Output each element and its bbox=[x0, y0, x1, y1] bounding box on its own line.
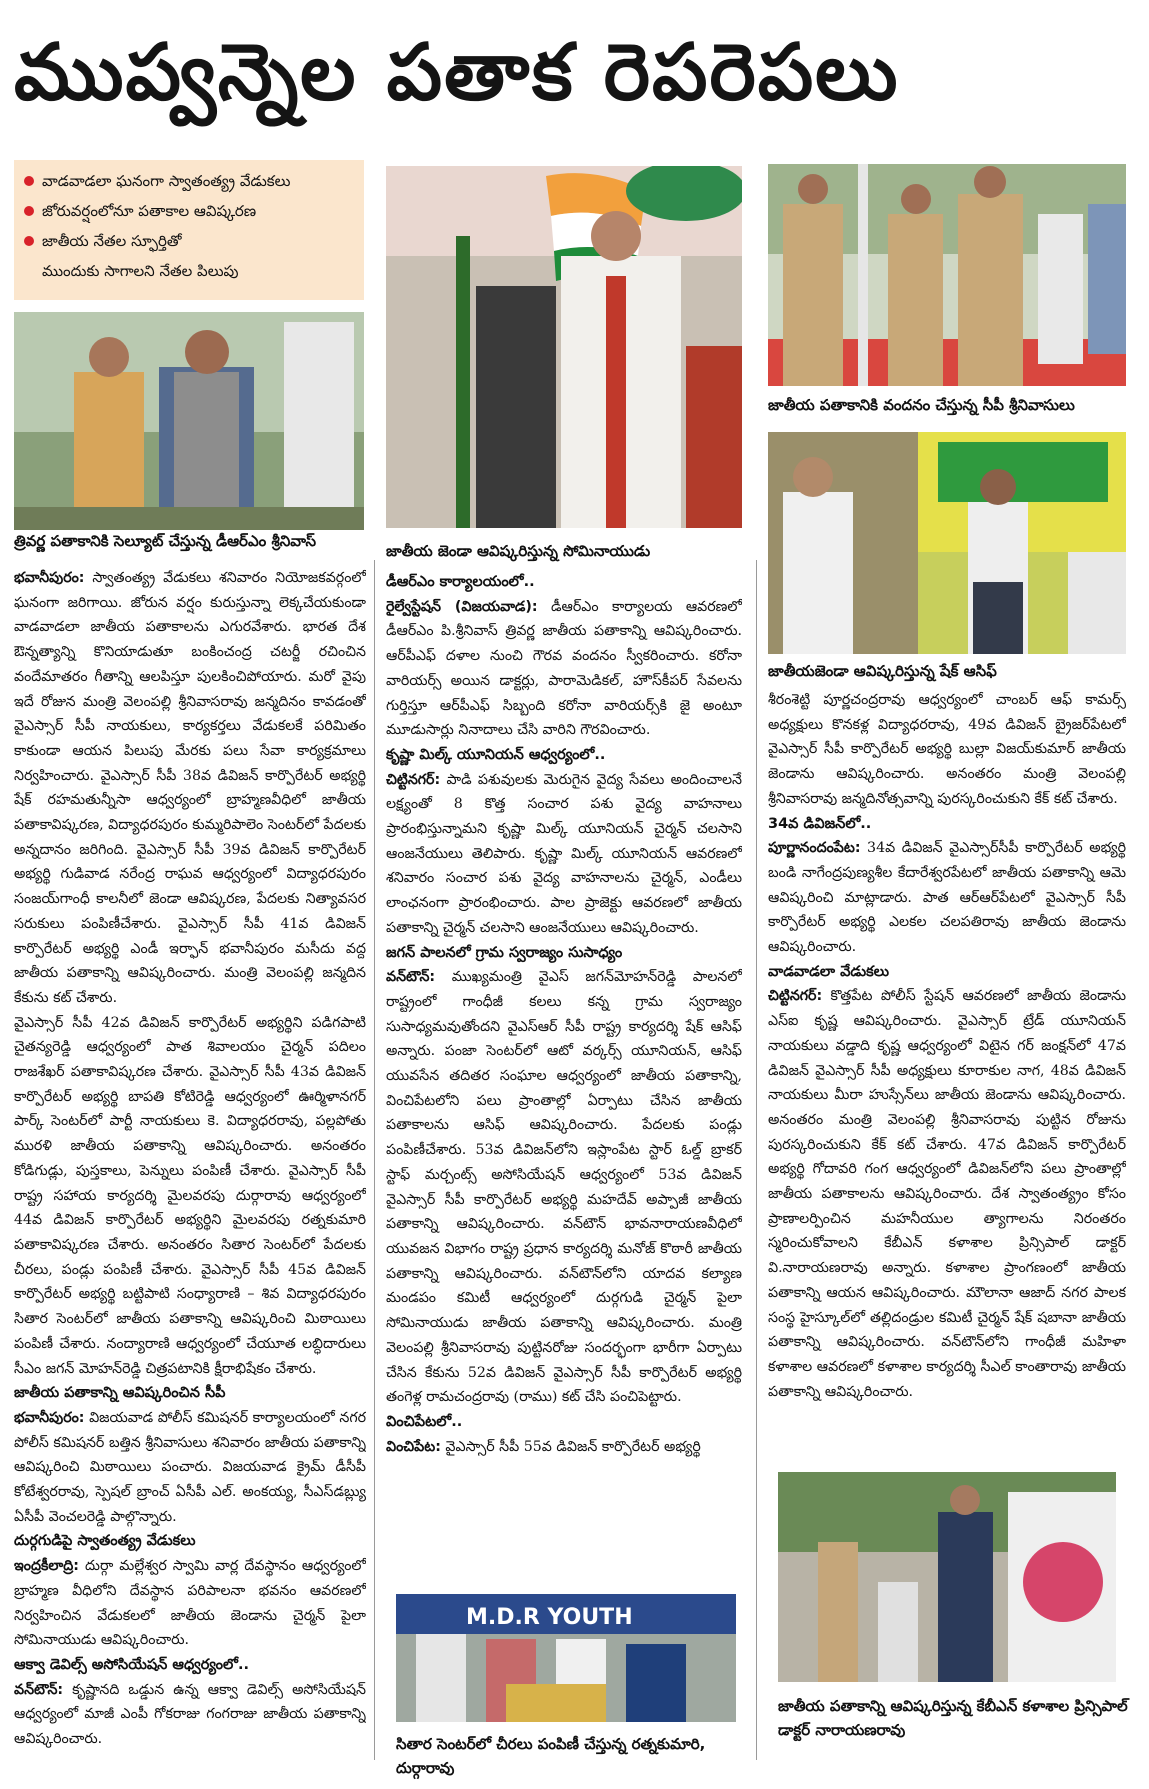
highlight-item: జోరువర్షంలోనూ పతాకాల ఆవిష్కరణ bbox=[24, 196, 354, 226]
highlight-item: జాతీయ నేతల స్ఫూర్తితో bbox=[24, 226, 354, 256]
paragraph: విజయవాడ పోలీస్ కమిషనర్ కార్యాలయంలో నగర పోలీస్ కమిషనర్ బత్తిన శ్రీనివాసులు శనివారం జాతీయ పతాకాన్ని ఆవిష్కరించి మిఠాయిలు పంచారు. విజయవాడ క్రైమ్ డీసీపీ కోటేశ్వరరావు, స్పెషల్ బ్రాంచ్ ఏసీపీ ఎల్. అంకయ్య, సీఎస్‌డబ్ల్యు ఏసీపీ వెంచలరెడ్డి పాల్గొన్నారు. bbox=[14, 1409, 366, 1525]
dateline: భవానీపురం: bbox=[14, 570, 85, 586]
paragraph: కొత్తపేట పోలీస్ స్టేషన్ ఆవరణలో జాతీయ జెండాను ఎస్ఐ కృష్ణ ఆవిష్కరించారు. వైఎస్సార్ ట్రేడ్ యూనియన్ నాయకులు వడ్డాది కృష్ణ ఆధ్వర్యంలో విటైన గర్ జంక్షన్‌లో 47వ డివిజన్ వైఎస్సార్ సీపీ అధ్యక్షులు కూరాకుల నాగ, 48వ డివిజన్ నాయకులు మీరా హుస్సేన్‌లు జాతీయ జెండాను ఆవిష్కరించారు. అనంతరం మంత్రి వెలంపల్లి శ్రీనివాసరావు పుట్టిన రోజును పురస్కరించుకుని కేక్ కట్ చేశారు. 47వ డివిజన్ కార్పొరేటర్ అభ్యర్థి గోదావరి గంగ ఆధ్వర్యంలో డివిజన్‌లోని పలు ప్రాంతాల్లో జాతీయ పతాకాలను ఆవిష్కరించారు. దేశ స్వాతంత్య్రం కోసం ప్రాణాలర్పించిన మహనీయుల త్యాగాలను నిరంతరం స్మరించుకోవాలని కేబీఎన్ కళాశాల ప్రిన్సిపాల్ డాక్టర్ వి.నారాయణరావు అన్నారు. కళాశాల ప్రాంగణంలో జాతీయ పతాకాన్ని ఆయన ఆవిష్కరించారు. మౌలానా ఆజాద్ నగర పాలక సంస్థ హైస్కూల్‌లో తల్లిదండ్రుల కమిటీ చైర్మన్ షేక్ షబానా జాతీయ పతాకాన్ని ఆవిష్కరించారు. వన్‌టౌన్‌లోని గాంధీజీ మహిళా కళాశాల ఆవరణలో కళాశాల కార్యదర్శి సీఎల్ కాంతారావు జాతీయ పతాకాన్ని ఆవిష్కరించారు. bbox=[768, 988, 1126, 1400]
photo-sheikh-asif bbox=[768, 432, 1126, 654]
caption-photo6: జాతీయ పతాకాన్ని ఆవిష్కరిస్తున్న కేబీఎన్ కళాశాల ప్రిన్సిపాల్ డాక్టర్ నారాయణరావు bbox=[778, 1697, 1128, 1739]
highlights-box bbox=[14, 160, 364, 300]
photo-drm-salute bbox=[14, 312, 364, 530]
column-divider bbox=[756, 560, 757, 1760]
column-divider bbox=[374, 560, 375, 1760]
caption-photo4: జాతీయజెండా ఆవిష్కరిస్తున్న షేక్ ఆసిఫ్ bbox=[768, 662, 997, 680]
subheading: జాతీయ పతాకాన్ని ఆవిష్కరించిన సీపీ bbox=[14, 1385, 226, 1402]
photo-flag-hoisting bbox=[386, 166, 742, 528]
photo-cp-salute bbox=[768, 164, 1126, 386]
caption-photo1: త్రివర్ణ పతాకానికి సెల్యూట్ చేస్తున్న డీఆర్ఎం శ్రీనివాస్ bbox=[14, 532, 317, 550]
subheading: ఆక్వా డెవిల్స్ అసోసియేషన్ ఆధ్వర్యంలో.. bbox=[14, 1656, 249, 1673]
subheading: 34వ డివిజన్‌లో.. bbox=[768, 815, 872, 832]
dateline: భవానీపురం: bbox=[14, 1409, 85, 1426]
subheading: వించిపేటలో.. bbox=[386, 1413, 463, 1430]
headline: ముప్వన్నెల పతాక రెపరెపలు bbox=[14, 28, 900, 118]
subheading: దుర్గగుడిపై స్వాతంత్య్ర వేడుకలు bbox=[14, 1533, 196, 1550]
dateline: ఇంద్రకీలాద్రి: bbox=[14, 1558, 79, 1575]
paragraph: పాడి పశువులకు మెరుగైన వైద్య సేవలు అందించాలనే లక్ష్యంతో 8 కొత్త సంచార పశు వైద్య వాహనాలు ప్రారంభిస్తున్నామని కృష్ణా మిల్క్ యూనియన్ చైర్మన్ చలసాని ఆంజనేయులు తెలిపారు. కృష్ణా మిల్క్ యూనియన్ ఆవరణలో శనివారం సంచార పశు వైద్య వాహనాలను చైర్మన్, ఎండీలు లాంఛనంగా ప్రారంభించారు. పాల ప్రాజెక్టు ఆవరణలో జాతీయ పతాకాన్ని చైర్మన్ చలసాని ఆంజనేయులు ఆవిష్కరించారు. bbox=[386, 771, 742, 936]
paragraph: వైఎస్సార్ సీపీ 55వ డివిజన్ కార్పొరేటర్ అభ్యర్థి bbox=[445, 1438, 701, 1455]
highlight-item: ముందుకు సాగాలని నేతల పిలుపు bbox=[42, 262, 239, 280]
highlight-item: వాడవాడలా ఘనంగా స్వాతంత్య్ర వేడుకలు bbox=[24, 166, 354, 196]
caption-photo3: జాతీయ పతాకానికి వందనం చేస్తున్న సీపీ శ్రీనివాసులు bbox=[768, 396, 1075, 414]
caption-photo2: జాతీయ జెండా ఆవిష్కరిస్తున్న సోమినాయుడు bbox=[386, 542, 651, 560]
bullet-dot-icon bbox=[24, 236, 34, 246]
article-column-2 bbox=[386, 570, 742, 1570]
dateline: వన్‌టౌన్: bbox=[386, 969, 436, 986]
subheading: వాడవాడలా వేడుకలు bbox=[768, 963, 890, 980]
paragraph: దుర్గా మల్లేశ్వర స్వామి వార్ల దేవస్థానం ఆధ్వర్యంలో బ్రాహ్మణ వీధిలోని దేవస్థాన పరిపాలనా భవనం ఆవరణలో నిర్వహించిన వేడుకలలో జాతీయ జెండాను చైర్మన్ పైలా సోమినాయుడు ఆవిష్కరించారు. bbox=[14, 1558, 366, 1649]
dateline: పూర్ణానందంపేట: bbox=[768, 840, 861, 857]
paragraph: ముఖ్యమంత్రి వైఎస్ జగన్‌మోహన్‌రెడ్డి పాలనలో రాష్ట్రంలో గాంధీజీ కలలు కన్న గ్రామ స్వరాజ్యం సుసాధ్యమవుతోందని వైఎస్ఆర్ సీపీ రాష్ట్ర కార్యదర్శి షేక్ ఆసిఫ్ అన్నారు. పంజా సెంటర్‌లో ఆటో వర్కర్స్ యూనియన్, ఆసిఫ్ యువసేన తదితర సంఘాల ఆధ్వర్యంలో జాతీయ పతాకాన్ని, వించిపేటలోని పలు ప్రాంతాల్లో ఏర్పాటు చేసిన జాతీయ పతాకాలను ఆసిఫ్ ఆవిష్కరించారు. పేదలకు పండ్లు పంపిణీచేశారు. 53వ డివిజన్‌లోని ఇస్లాంపేట స్టార్ ఓల్డ్ బ్రాకర్ స్టాఫ్ మర్చంట్స్ అసోసియేషన్ ఆధ్వర్యంలో 53వ డివిజన్ వైఎస్సార్ సీపీ కార్పొరేటర్ అభ్యర్థి మహదేవ్ అప్పాజీ జాతీయ పతాకాన్ని ఆవిష్కరించారు. వన్‌టౌన్ భావనారాయణవీధిలో యువజన విభాగం రాష్ట్ర ప్రధాన కార్యదర్శి మనోజ్ కొఠారీ జాతీయ పతాకాన్ని ఆవిష్కరించారు. వన్‌టౌన్‌లోని యాదవ కల్యాణ మండపం కమిటీ ఆధ్వర్యంలో దుర్గగుడి చైర్మన్ పైలా సోమినాయుడు జాతీయ పతాకాన్ని ఆవిష్కరించారు. మంత్రి వెలంపల్లి శ్రీనివాసరావు పుట్టినరోజు సందర్భంగా భారీగా ఏర్పాటు చేసిన కేకును 52వ డివిజన్ వైఎస్సార్ సీపీ కార్పొరేటర్ అభ్యర్థి తంగెళ్ల రామచంద్రరావు (రాము) కట్ చేసి పంచిపెట్టారు. bbox=[386, 969, 742, 1406]
photo-saree-distribution bbox=[396, 1594, 736, 1722]
subheading: డీఆర్ఎం కార్యాలయంలో.. bbox=[386, 574, 535, 590]
paragraph: స్వాతంత్య్ర వేడుకలు శనివారం నియోజకవర్గంలో ఘనంగా జరిగాయి. జోరున వర్షం కురుస్తున్నా లెక్కచేయకుండా వాడవాడలా జాతీయ పతాకాలను ఎగురవేశారు. భారత దేశ ఔన్నత్యాన్ని కొనియాడుతూ బంకించంద్ర చటర్జీ రచించిన వందేమాతరం గీతాన్ని ఆలపిస్తూ పులకించిపోయారు. మరో వైపు ఇదే రోజున మంత్రి వెలంపల్లి శ్రీనివాసరావు జన్మదినం కావడంతో వైఎస్సార్ సీపీ నాయకులు, కార్యకర్తలు వేడుకలకే పరిమితం కాకుండా ఆయన పిలుపు మేరకు పలు సేవా కార్యక్రమాలు నిర్వహించారు. వైఎస్సార్ సీపీ 38వ డివిజన్ కార్పొరేటర్ అభ్యర్థి షేక్ రహమతున్నీసా ఆధ్వర్యంలో బ్రాహ్మణవీధిలో జాతీయ పతాకావిష్కరణ, విద్యాధరపురం కుమ్మరిపాలెం సెంటర్‌లో పేదలకు అన్నదానం జరిగింది. వైఎస్సార్ సీపీ 39వ డివిజన్ కార్పొరేటర్ అభ్యర్థి గుడివాడ నరేంద్ర రాఘవ ఆధ్వర్యంలో విద్యాధరపురం సంజయ్‌గాంధీ కాలనీలో జెండా ఆవిష్కరణ, పేదలకు నిత్యావసర సరుకులు పంపిణీచేశారు. వైఎస్సార్ సీపీ 41వ డివిజన్ కార్పొరేటర్ అభ్యర్థి ఎండీ ఇర్ఫాన్ భవానీపురం మసీదు వద్ద జాతీయ పతాకాన్ని ఆవిష్కరించారు. మంత్రి వెలంపల్లి జన్మదిన కేకును కట్ చేశారు. bbox=[14, 570, 366, 1006]
paragraph: వైఎస్సార్ సీపీ 42వ డివిజన్ కార్పొరేటర్ అభ్యర్థిని పడిగపాటి చైతన్యరెడ్డి ఆధ్వర్యంలో పాత శివాలయం చైర్మన్ పదిలం రాజశేఖర్ పతాకావిష్కరణ చేశారు. వైఎస్సార్ సీపీ 43వ డివిజన్ కార్పొరేటర్ అభ్యర్థి బాపతి కోటిరెడ్డి ఆధ్వర్యంలో ఊర్మిళానగర్ పార్క్ సెంటర్‌లో పార్టీ నాయకులు కె. విద్యాధరరావు, పల్లపోతు మురళి జాతీయ పతాకాన్ని ఆవిష్కరించారు. అనంతరం కోడిగుడ్లు, పుస్తకాలు, పెన్నులు పంపిణీ చేశారు. వైఎస్సార్ సీపీ రాష్ట్ర సహాయ కార్యదర్శి మైలవరపు దుర్గారావు ఆధ్వర్యంలో 44వ డివిజన్ కార్పొరేటర్ అభ్యర్థిని మైలవరపు రత్నకుమారి పతాకావిష్కరణ చేశారు. అనంతరం సితార సెంటర్‌లో పేదలకు చీరలు, పండ్లు పంపిణీ చేశారు. వైఎస్సార్ సీపీ 45వ డివిజన్ కార్పొరేటర్ అభ్యర్థి బట్టిపాటి సంధ్యారాణి – శివ విద్యాధరపురం సితార సెంటర్‌లో జాతీయ పతాకాన్ని ఆవిష్కరించి మిఠాయిలు పంపిణీ చేశారు. నంద్యారాణి ఆధ్వర్యంలో చేయూత లబ్ధిదారులు సీఎం జగన్ మోహన్‌రెడ్డి చిత్రపటానికి క్షీరాభిషేకం చేశారు. bbox=[14, 1014, 366, 1377]
subheading: జగన్ పాలనలో గ్రామ స్వరాజ్యం సుసాధ్యం bbox=[386, 944, 623, 961]
paragraph: కృష్ణానది ఒడ్డున ఉన్న ఆక్వా డెవిల్స్ అసోసియేషన్ ఆధ్వర్యంలో మాజీ ఎంపీ గోకరాజు గంగరాజు జాతీయ పతాకాన్ని ఆవిష్కరించారు. bbox=[14, 1681, 366, 1748]
dateline: రైల్వేస్టేషన్ (విజయవాడ): bbox=[386, 598, 538, 615]
paragraph: డీఆర్ఎం కార్యాలయ ఆవరణలో డీఆర్ఎం పి.శ్రీనివాస్ త్రివర్ణ జాతీయ పతాకాన్ని ఆవిష్కరించారు. ఆర్‌పీఎఫ్ దళాల నుంచి గౌరవ వందనం స్వీకరించారు. కరోనా వారియర్స్ అయిన డాక్టర్లు, పారామెడికల్, హౌస్‌కీపర్ సేవలను గుర్తిస్తూ ఆర్‌పీఎఫ్ సిబ్బంది కరోనా వారియర్స్‌కి జై అంటూ మూడుసార్లు నినాదాలు చేసి వారిని గౌరవించారు. bbox=[386, 598, 742, 739]
banner-text: M.D.R YOUTH bbox=[466, 1605, 633, 1630]
dateline: వన్‌టౌన్: bbox=[14, 1681, 64, 1698]
bullet-dot-icon bbox=[24, 206, 34, 216]
subheading: కృష్ణా మిల్క్ యూనియన్ ఆధ్వర్యంలో.. bbox=[386, 746, 606, 763]
paragraph: 34వ డివిజన్ వైఎస్సార్‌సీపీ కార్పొరేటర్ అభ్యర్థి బండి నాగేంద్రపుణ్యశీల కేదారేశ్వరపేటలో జాతీయ పతాకాన్ని ఆమె ఆవిష్కరించి మాట్లాడారు. పాత ఆర్‌ఆర్‌పేటలో వైఎస్సార్ సీపీ కార్పొరేటర్ అభ్యర్థి ఎలకల చలపతిరావు జాతీయ జెండాను ఆవిష్కరించారు. bbox=[768, 840, 1126, 956]
caption-photo5: సితార సెంటర్‌లో చీరలు పంపిణీ చేస్తున్న రత్నకుమారి, దుర్గారావు bbox=[396, 1735, 706, 1777]
paragraph: శీరంశెట్టి పూర్ణచంద్రరావు ఆధ్వర్యంలో చాంబర్ ఆఫ్ కామర్స్ అధ్యక్షులు కొనకళ్ల విద్యాధరరావు, 49వ డివిజన్ బ్రైజర్‌పేటలో వైఎస్సార్ సీపీ కార్పొరేటర్ అభ్యర్థి బుల్లా విజయ్‌కుమార్ జాతీయ జెండాను ఆవిష్కరించారు. అనంతరం మంత్రి వెలంపల్లి శ్రీనివాసరావు జన్మదినోత్సవాన్ని పురస్కరించుకుని కేక్ కట్ చేశారు. bbox=[768, 692, 1126, 807]
bullet-dot-icon bbox=[24, 176, 34, 186]
dateline: వించిపేట: bbox=[386, 1438, 441, 1455]
article-column-3 bbox=[768, 688, 1126, 1424]
dateline: చిట్టినగర్: bbox=[386, 771, 441, 788]
photo-kbn-college bbox=[778, 1472, 1116, 1682]
dateline: చిట్టినగర్: bbox=[768, 988, 823, 1005]
article-column-1 bbox=[14, 566, 366, 1762]
